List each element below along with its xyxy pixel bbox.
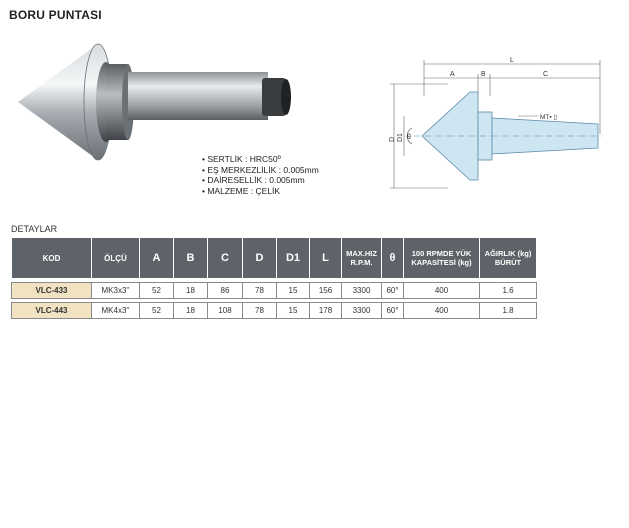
col-load-capacity: 100 RPMDE YÜK KAPASİTESİ (kg): [404, 238, 480, 279]
col-b: B: [174, 238, 208, 279]
cell-olcu: MK4x3'': [92, 303, 140, 319]
cell-theta: 60°: [382, 283, 404, 299]
page-title: BORU PUNTASI: [9, 8, 102, 22]
cell-kod: VLC-443: [12, 303, 92, 319]
table-row: [12, 303, 537, 319]
section-label: DETAYLAR: [11, 224, 58, 234]
spec-concentricity: • EŞ MERKEZLİLİK : 0.005mm: [202, 164, 319, 175]
cell-a: 52: [140, 283, 174, 299]
cell-load-capacity: 400: [404, 283, 480, 299]
drawing-part: [407, 92, 602, 180]
cell-max-speed: 3300: [342, 283, 382, 299]
col-max-speed: MAX.HIZ R.P.M.: [342, 238, 382, 279]
cell-d1: 15: [277, 283, 310, 299]
col-olcu: ÖLÇÜ: [92, 238, 140, 279]
cell-l: 156: [310, 283, 342, 299]
spec-material: • MALZEME : ÇELİK: [202, 185, 281, 196]
spec-list: [202, 154, 319, 196]
cell-kod: VLC-433: [12, 283, 92, 299]
cell-c: 108: [208, 303, 243, 319]
product-photo: [10, 38, 300, 166]
col-a: A: [140, 238, 174, 279]
dim-label-b: B: [481, 71, 486, 78]
spec-roundness: • DAİRESELLİK : 0.005mm: [202, 175, 305, 185]
col-d1: D1: [277, 238, 310, 279]
cell-d1: 15: [277, 303, 310, 319]
table-header-row: [12, 238, 537, 279]
cell-theta: 60°: [382, 303, 404, 319]
dim-label-d1: D1: [397, 133, 404, 142]
table-row: [12, 283, 537, 299]
col-weight: AĞIRLIK (kg) BÜRÜT: [480, 238, 537, 279]
col-l: L: [310, 238, 342, 279]
cell-d: 78: [243, 303, 277, 319]
col-theta: θ: [382, 238, 404, 279]
cell-load-capacity: 400: [404, 303, 480, 319]
cell-d: 78: [243, 283, 277, 299]
cell-b: 18: [174, 303, 208, 319]
technical-drawing: [388, 56, 620, 196]
cell-b: 18: [174, 283, 208, 299]
cell-l: 178: [310, 303, 342, 319]
cell-weight: 1.6: [480, 283, 537, 299]
col-c: C: [208, 238, 243, 279]
dim-label-theta: θ: [407, 134, 411, 141]
col-d: D: [243, 238, 277, 279]
spec-hardness: • SERTLİK : HRC50º: [202, 154, 281, 164]
dim-label-a: A: [450, 71, 455, 78]
dim-label-d: D: [389, 136, 396, 142]
dim-label-c: C: [543, 71, 549, 78]
cell-olcu: MK3x3'': [92, 283, 140, 299]
cell-c: 86: [208, 283, 243, 299]
dim-label-mt: MT▪ ▯: [540, 114, 558, 121]
cell-a: 52: [140, 303, 174, 319]
spec-table: [11, 237, 537, 319]
cell-weight: 1.8: [480, 303, 537, 319]
dim-label-l: L: [510, 57, 514, 64]
col-kod: KOD: [12, 238, 92, 279]
cell-max-speed: 3300: [342, 303, 382, 319]
